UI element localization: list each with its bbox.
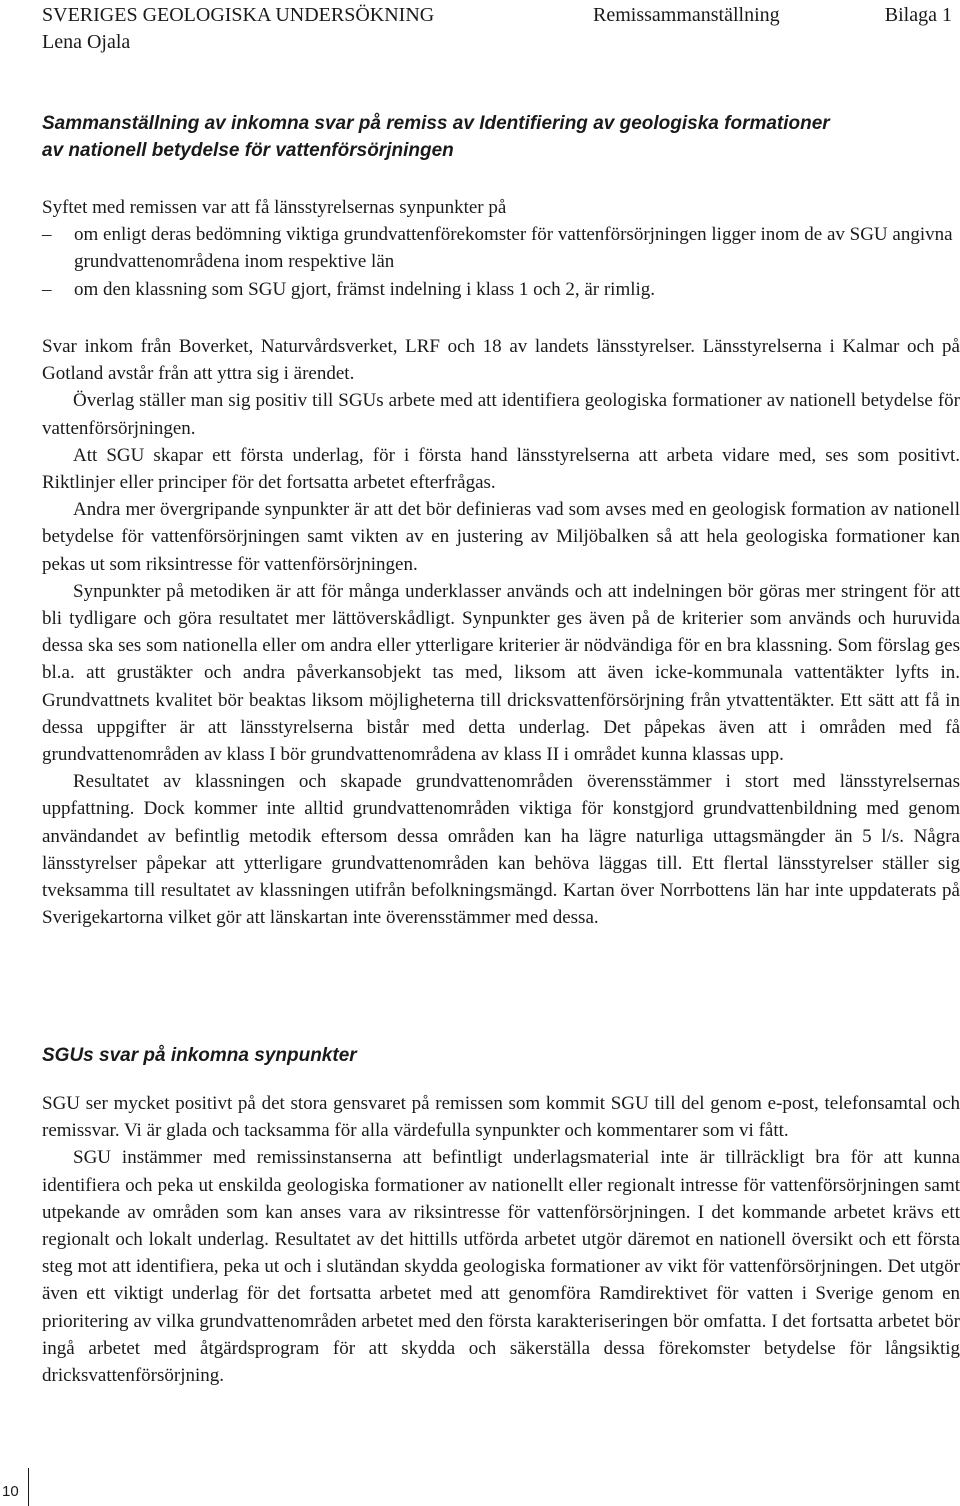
section-heading: SGUs svar på inkomna synpunkter	[42, 1045, 357, 1066]
list-item-text: om den klassning som SGU gjort, främst indelning i klass 1 och 2, är rimlig.	[74, 278, 656, 300]
paragraph: Svar inkom från Boverket, Naturvårdsverket, LRF och 18 av landets länsstyrelser. Länsstyrelserna i Kalmar och på Gotland avstår från att yttra sig i ärendet.	[42, 336, 960, 385]
author-name: Lena Ojala	[42, 31, 131, 53]
purpose-section	[42, 194, 960, 303]
title-line-1: Sammanställning av inkomna svar på remiss av Identifiering av geologiska formationer	[42, 113, 830, 134]
dash-marker: –	[42, 278, 52, 300]
title-line-2: av nationell betydelse för vattenförsörjningen	[42, 140, 454, 161]
list-item	[42, 221, 960, 275]
paragraph: SGU instämmer med remissinstanserna att befintligt underlagsmaterial inte är tillräckligt bra för att kunna identifiera och peka ut enskilda geologiska formationer av nationellt eller regionalt intresse för vattenförsörjningen samt utpekande av områden som kan anses vara av riksintresse för vattenförsörjningen. I det kommande arbetet krävs ett regionalt och lokalt underlag. Resultatet av det hittills utförda arbetet utgör däremot en nationell översikt och ett första steg mot att identifiera, peka ut och i slutändan skydda geologiska formationer av vikt för vattenförsörjningen. Det utgör även ett viktigt underlag för det fortsatta arbetet med att genomföra Ramdirektivet för vatten i Sverige genom en prioritering av vilka grundvattenområden arbetet med den första karakteriseringen bör omfatta. I det fortsatta arbetet bör ingå arbetet med åtgärdsprogram för att skydda och säkerställa dessa förekomster betydelse för långsiktig dricksvattenförsörjning.	[42, 1147, 960, 1387]
list-item	[42, 276, 960, 303]
paragraph: Överlag ställer man sig positiv till SGUs arbete med att identifiera geologiska formationer av nationell betydelse för vattenförsörjningen.	[42, 390, 960, 439]
sgu-response-section	[42, 1090, 960, 1389]
attachment-label: Bilaga 1	[884, 4, 952, 26]
page-number: 10	[2, 1483, 19, 1500]
paragraph: Andra mer övergripande synpunkter är att det bör definieras vad som avses med en geologisk formation av nationell betydelse för vattenförsörjningen samt vikten av en justering av Miljöbalken så att hela geologiska formationer kan pekas ut som riksintresse för vattenförsörjningen.	[42, 499, 960, 575]
paragraph: Resultatet av klassningen och skapade grundvattenområden överensstämmer i stort med länsstyrelsernas uppfattning. Dock kommer inte alltid grundvattenområden viktiga för konstgjord grundvattenbildning med genom användandet av befintlig metodik eftersom dessa områden kan ha lägre naturliga uttagsmängder än 5 l/s. Några länsstyrelser påpekar att ytterligare grundvattenområden kan behöva läggas till. Ett flertal länsstyrelser ställer sig tveksamma till resultatet av klassningen utifrån befolkningsmängd. Kartan över Norrbottens län har inte uppdaterats på Sverigekartorna vilket gör att länskartan inte överensstämmer med dessa.	[42, 771, 960, 929]
list-item-text: om enligt deras bedömning viktiga grundvattenförekomster för vattenförsörjningen ligger inom de av SGU angivna grundvattenområdena inom respektive län	[74, 224, 953, 273]
document-title	[42, 110, 922, 164]
paragraph: SGU ser mycket positivt på det stora gensvaret på remissen som kommit SGU till del genom e-post, telefonsamtal och remissvar. Vi är glada och tacksamma för alla värdefulla synpunkter och kommentarer som vi fått.	[42, 1093, 960, 1142]
margin-rule	[28, 1468, 29, 1506]
paragraph: Synpunkter på metodiken är att för många underklasser används och att indelningen bör göras mer stringent för att bli tydligare och göra resultatet mer lättöverskådligt. Synpunkter ges även på de kriterier som används och huruvida dessa ska ses som nationella eller om andra eller ytterligare kriterier är nödvändiga för en bra klassning. Som förslag ges bl.a. att grustäkter och andra påverkansobjekt tas med, liksom att även icke-kommunala vattentäkter lyfts in. Grundvattnets kvalitet bör beaktas liksom möjligheterna till dricksvattenförsörjning från ytvattentäkter. Ett sätt att få in dessa uppgifter är att länsstyrelserna bistår med detta underlag. Det påpekas även att i områden med få grundvattenområden av klass I bör grundvattenområdena av klass II i området kunna klassas upp.	[42, 580, 960, 766]
purpose-list	[42, 221, 960, 303]
responses-section	[42, 333, 960, 931]
purpose-intro: Syftet med remissen var att få länsstyrelsernas synpunkter på	[42, 197, 507, 218]
document-type: Remissammanställning	[593, 4, 780, 26]
dash-marker: –	[42, 224, 52, 246]
paragraph: Att SGU skapar ett första underlag, för i första hand länsstyrelserna att arbeta vidare med, ses som positivt. Riktlinjer eller principer för det fortsatta arbetet efterfrågas.	[42, 444, 960, 494]
organization-name: SVERIGES GEOLOGISKA UNDERSÖKNING	[42, 4, 435, 26]
